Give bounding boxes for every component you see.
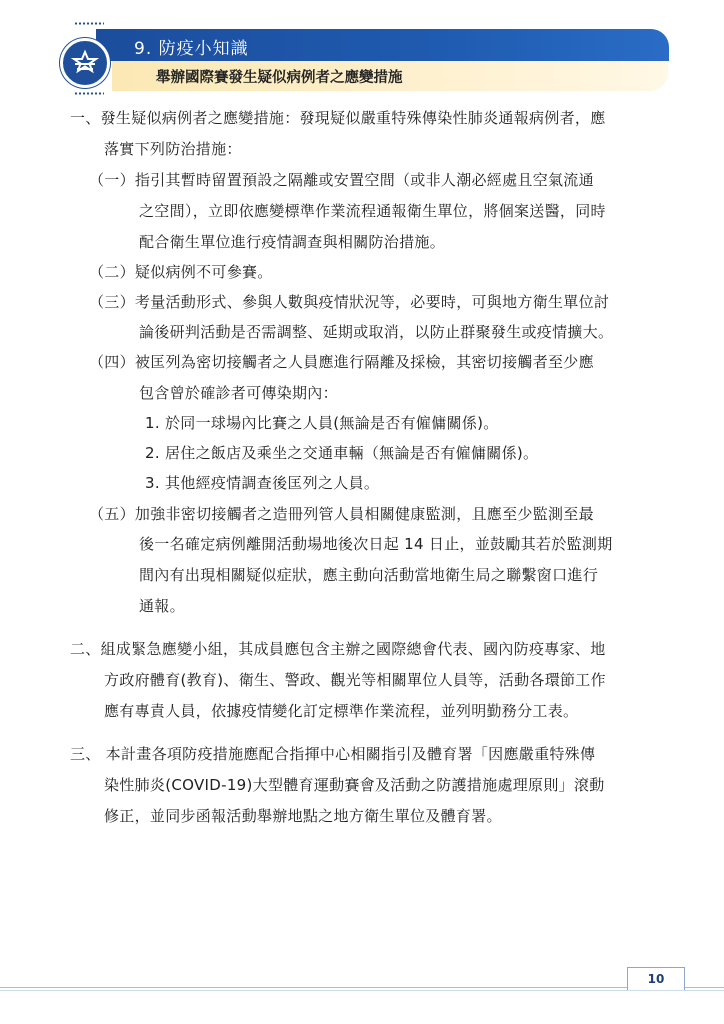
sub4-list-item: 1. 於同一球場內比賽之人員(無論是否有僱傭關係)。 xyxy=(145,414,499,432)
sub3-line2: 論後研判活動是否需調整、延期或取消，以防止群聚發生或疫情擴大。 xyxy=(139,323,614,341)
item1-line2: 落實下列防治措施： xyxy=(104,140,242,158)
sub5-line2: 後一名確定病例離開活動場地後次日起 14 日止，並鼓勵其若於監測期 xyxy=(139,535,613,553)
item2-line2: 方政府體育(教育)、衛生、警政、觀光等相關單位人員等，活動各環節工作 xyxy=(104,671,606,689)
item2-line3: 應有專責人員，依據疫情變化訂定標準作業流程，並列明勤務分工表。 xyxy=(104,702,579,720)
footer-rule-secondary xyxy=(0,990,724,991)
sub5-line3: 間內有出現相關疑似症狀，應主動向活動當地衛生局之聯繫窗口進行 xyxy=(139,566,599,584)
sub5-line4: 通報。 xyxy=(139,597,185,615)
sub5-line1: （五）加強非密切接觸者之造冊列管人員相關健康監測，且應至少監測至最 xyxy=(89,505,594,523)
header-dots-top xyxy=(74,22,104,25)
item3-line1: 三、 本計畫各項防疫措施應配合指揮中心相關指引及體育署「因應嚴重特殊傳 xyxy=(70,745,596,763)
sub4-line2: 包含曾於確診者可傳染期內： xyxy=(139,384,338,402)
sub4-list-item: 2. 居住之飯店及乘坐之交通車輛（無論是否有僱傭關係)。 xyxy=(145,444,539,462)
page-number: 10 xyxy=(647,972,665,986)
sports-administration-logo-icon xyxy=(60,38,110,88)
sub1-line3: 配合衛生單位進行疫情調查與相關防治措施。 xyxy=(139,233,446,251)
sub3-line1: （三）考量活動形式、參與人數與疫情狀況等，必要時，可與地方衛生單位討 xyxy=(89,293,610,311)
sub1-line2: 之空間），立即依應變標準作業流程通報衛生單位，將個案送醫，同時 xyxy=(139,202,606,220)
item3-line2: 染性肺炎(COVID-19)大型體育運動賽會及活動之防護措施處理原則」滾動 xyxy=(104,776,605,794)
item3-line3: 修正，並同步函報活動舉辦地點之地方衛生單位及體育署。 xyxy=(104,807,502,825)
sub1-line1: （一）指引其暫時留置預設之隔離或安置空間（或非人潮必經處且空氣流通 xyxy=(89,171,594,189)
page-subtitle: 舉辦國際賽發生疑似病例者之應變措施 xyxy=(156,70,403,86)
item1-line1: 一、發生疑似病例者之應變措施：發現疑似嚴重特殊傳染性肺炎通報病例者，應 xyxy=(70,109,606,127)
footer-rule xyxy=(0,987,724,988)
section-title: 9. 防疫小知識 xyxy=(134,39,249,59)
header-dots-bottom xyxy=(74,92,104,95)
sub2-line1: （二）疑似病例不可參賽。 xyxy=(89,263,273,281)
item2-line1: 二、組成緊急應變小組，其成員應包含主辦之國際總會代表、國內防疫專家、地 xyxy=(70,640,606,658)
sub4-list-item: 3. 其他經疫情調查後匡列之人員。 xyxy=(145,474,380,492)
page-number-box xyxy=(627,967,685,990)
sub4-line1: （四）被匡列為密切接觸者之人員應進行隔離及採檢，其密切接觸者至少應 xyxy=(89,353,594,371)
